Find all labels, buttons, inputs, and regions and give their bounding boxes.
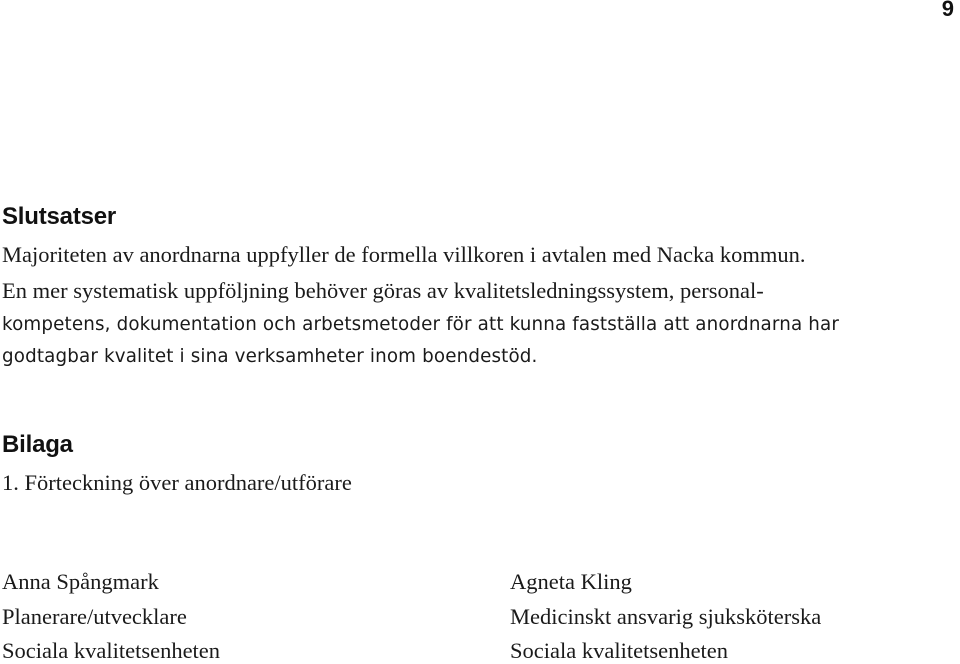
conclusions-line-3: kompetens, dokumentation och arbetsmetoder för att kunna fastställa att anordnarna har [2, 314, 840, 335]
conclusions-line-2: En mer systematisk uppföljning behöver göras av kvalitetsledningssystem, personal- [2, 278, 764, 303]
signature-right-name: Agneta Kling [510, 569, 632, 594]
conclusions-heading: Slutsatser [2, 203, 117, 230]
signature-left-title: Planerare/utvecklare [2, 604, 187, 629]
signature-right-title: Medicinskt ansvarig sjuksköterska [510, 604, 822, 629]
page-number: 9 [941, 0, 954, 21]
appendix-heading: Bilaga [2, 431, 73, 458]
signature-left-unit: Sociala kvalitetsenheten [2, 638, 221, 663]
signature-right-unit: Sociala kvalitetsenheten [510, 638, 729, 663]
conclusions-line-4: godtagbar kvalitet i sina verksamheter inom boendestöd. [2, 346, 538, 367]
signature-left-name: Anna Spångmark [2, 569, 159, 594]
conclusions-line-1: Majoriteten av anordnarna uppfyller de formella villkoren i avtalen med Nacka kommun. [2, 242, 806, 267]
appendix-item-1: 1. Förteckning över anordnare/utförare [2, 470, 352, 495]
